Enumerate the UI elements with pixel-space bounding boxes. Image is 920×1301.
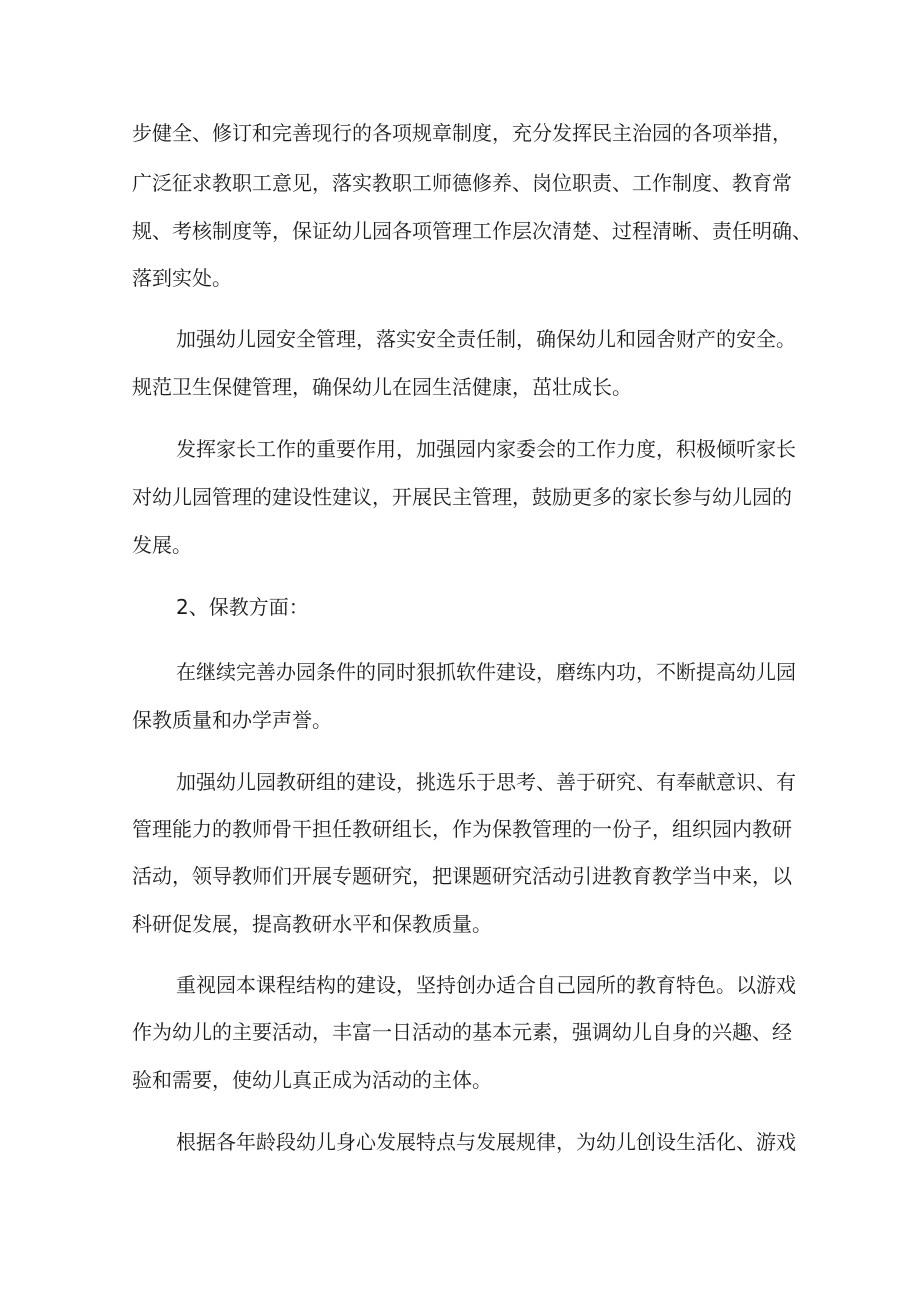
body-text-line: 管理能力的教师骨干担任教研组长，作为保教管理的一份子，组织园内教研 (132, 817, 792, 841)
body-text-line: 规、考核制度等，保证幼儿园各项管理工作层次清楚、过程清晰、责任明确、 (132, 219, 812, 243)
body-text-line: 发展。 (132, 533, 192, 557)
body-text-line: 科研促发展，提高教研水平和保教质量。 (132, 912, 492, 936)
body-text-line: 根据各年龄段幼儿身心发展特点与发展规律，为幼儿创设生活化、游戏 (176, 1130, 796, 1154)
body-text-line: 发挥家长工作的重要作用，加强园内家委会的工作力度，积极倾听家长 (176, 437, 796, 461)
body-text-line: 步健全、修订和完善现行的各项规章制度，充分发挥民主治园的各项举措， (132, 121, 792, 145)
body-text-line: 活动，领导教师们开展专题研究，把课题研究活动引进教育教学当中来，以 (132, 864, 792, 888)
body-text-line: 验和需要，使幼儿真正成为活动的主体。 (132, 1068, 492, 1092)
body-text-line: 作为幼儿的主要活动，丰富一日活动的基本元素，强调幼儿自身的兴趣、经 (132, 1020, 792, 1044)
body-text-line: 保教质量和办学声誉。 (132, 708, 332, 732)
section-heading: 2、保教方面： (176, 595, 309, 619)
body-text-line: 对幼儿园管理的建设性建议，开展民主管理，鼓励更多的家长参与幼儿园的 (132, 485, 792, 509)
body-text-line: 在继续完善办园条件的同时狠抓软件建设，磨练内功，不断提高幼儿园 (176, 660, 796, 684)
body-text-line: 规范卫生保健管理，确保幼儿在园生活健康，茁壮成长。 (132, 375, 632, 399)
body-text-line: 落到实处。 (132, 266, 232, 290)
body-text-line: 加强幼儿园教研组的建设，挑选乐于思考、善于研究、有奉献意识、有 (176, 770, 796, 794)
body-text-line: 加强幼儿园安全管理，落实安全责任制，确保幼儿和园舍财产的安全。 (176, 327, 796, 351)
body-text-line: 重视园本课程结构的建设，坚持创办适合自己园所的教育特色。以游戏 (176, 973, 796, 997)
body-text-line: 广泛征求教职工意见，落实教职工师德修养、岗位职责、工作制度、教育常 (132, 171, 792, 195)
